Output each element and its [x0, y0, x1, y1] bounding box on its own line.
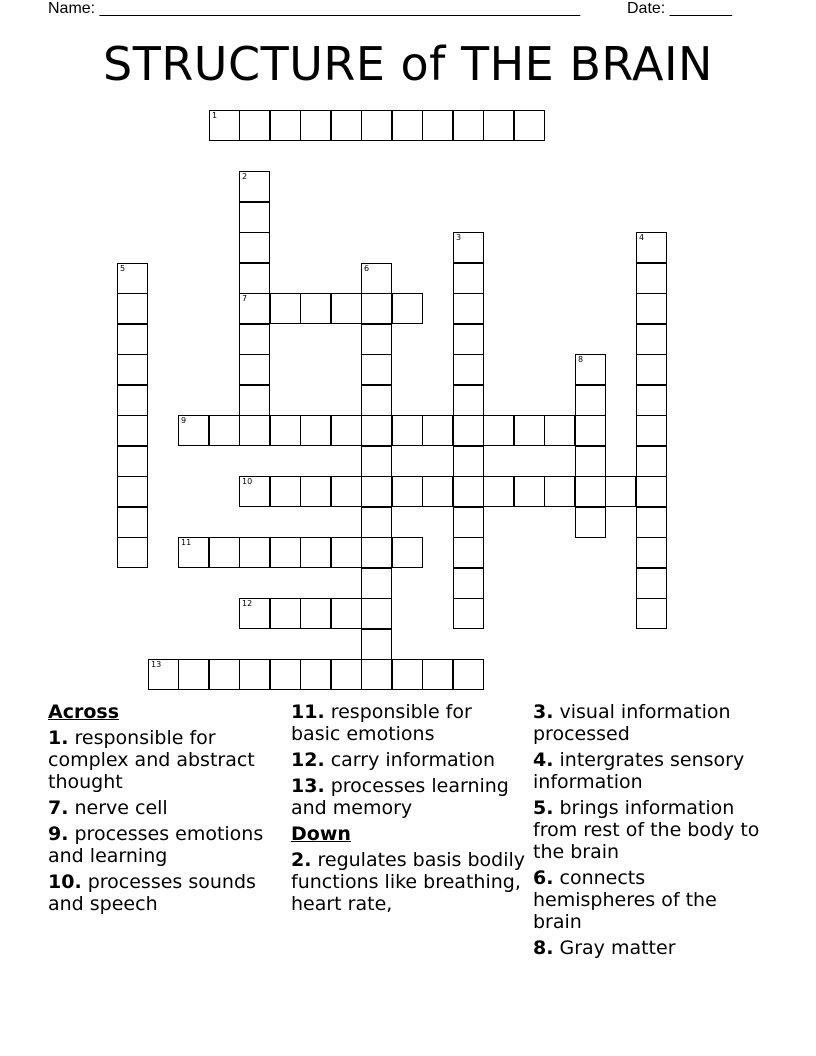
- grid-cell[interactable]: [636, 476, 667, 507]
- grid-cell[interactable]: [453, 263, 484, 294]
- grid-cell[interactable]: [331, 476, 362, 507]
- clue-across-11: 11. responsible for basic emotions: [291, 701, 472, 745]
- clue-number: 1: [212, 111, 218, 120]
- grid-cell[interactable]: [270, 110, 301, 141]
- grid-cell[interactable]: [392, 293, 423, 324]
- grid-cell[interactable]: [392, 537, 423, 568]
- grid-cell[interactable]: [239, 293, 270, 324]
- grid-cell[interactable]: [453, 293, 484, 324]
- grid-cell[interactable]: [483, 476, 514, 507]
- clue-down-2: 2. regulates basis bodily functions like breathing, heart rate,: [291, 849, 526, 915]
- grid-cell[interactable]: [361, 629, 392, 660]
- clue-number: 10: [242, 477, 253, 486]
- clue-number: 12: [242, 599, 253, 608]
- name-field-label: Name: ______________________________________________________: [48, 0, 581, 17]
- grid-cell[interactable]: [453, 232, 484, 263]
- grid-cell[interactable]: [361, 385, 392, 416]
- grid-cell[interactable]: [636, 293, 667, 324]
- grid-cell[interactable]: [239, 385, 270, 416]
- grid-cell[interactable]: [392, 476, 423, 507]
- grid-cell[interactable]: [270, 537, 301, 568]
- grid-cell[interactable]: [117, 446, 148, 477]
- grid-cell[interactable]: [514, 476, 545, 507]
- grid-cell[interactable]: [636, 324, 667, 355]
- grid-cell[interactable]: [453, 110, 484, 141]
- grid-cell[interactable]: [453, 415, 484, 446]
- grid-cell[interactable]: [575, 385, 606, 416]
- grid-cell[interactable]: [361, 263, 392, 294]
- down-heading: Down: [291, 823, 351, 845]
- clue-across-10: 10. processes sounds and speech: [48, 871, 256, 915]
- clue-number: 11: [181, 538, 192, 547]
- clue-number: 9: [181, 416, 187, 425]
- grid-cell[interactable]: [575, 446, 606, 477]
- grid-cell[interactable]: [300, 476, 331, 507]
- clue-down-8: 8. Gray matter: [533, 937, 676, 959]
- grid-cell[interactable]: [575, 476, 606, 507]
- grid-cell[interactable]: [178, 415, 209, 446]
- grid-cell[interactable]: [209, 659, 240, 690]
- grid-cell[interactable]: [575, 415, 606, 446]
- clue-down-6: 6. connects hemispheres of the brain: [533, 867, 717, 933]
- clue-down-4: 4. intergrates sensory information: [533, 749, 745, 793]
- grid-cell[interactable]: [361, 110, 392, 141]
- grid-cell[interactable]: [453, 446, 484, 477]
- grid-cell[interactable]: [361, 446, 392, 477]
- grid-cell[interactable]: [514, 415, 545, 446]
- clue-across-12: 12. carry information: [291, 749, 496, 771]
- clue-number: 7: [242, 294, 248, 303]
- grid-cell[interactable]: [239, 171, 270, 202]
- grid-cell[interactable]: [636, 507, 667, 538]
- grid-cell[interactable]: [117, 324, 148, 355]
- grid-cell[interactable]: [453, 507, 484, 538]
- grid-cell[interactable]: [300, 110, 331, 141]
- grid-cell[interactable]: [331, 415, 362, 446]
- grid-cell[interactable]: [361, 598, 392, 629]
- grid-cell[interactable]: [361, 324, 392, 355]
- grid-cell[interactable]: [239, 263, 270, 294]
- grid-cell[interactable]: [636, 354, 667, 385]
- clue-number: 6: [364, 264, 370, 273]
- grid-cell[interactable]: [636, 415, 667, 446]
- grid-cell[interactable]: [453, 659, 484, 690]
- grid-cell[interactable]: [117, 415, 148, 446]
- clue-across-1: 1. responsible for complex and abstract thought: [48, 727, 255, 793]
- grid-cell[interactable]: [270, 659, 301, 690]
- clue-number: 5: [120, 264, 126, 273]
- grid-cell[interactable]: [331, 293, 362, 324]
- clue-number: 8: [578, 355, 584, 364]
- grid-cell[interactable]: [300, 293, 331, 324]
- grid-cell[interactable]: [453, 354, 484, 385]
- grid-cell[interactable]: [575, 354, 606, 385]
- grid-cell[interactable]: [392, 110, 423, 141]
- grid-cell[interactable]: [544, 415, 575, 446]
- grid-cell[interactable]: [392, 415, 423, 446]
- grid-cell[interactable]: [453, 537, 484, 568]
- grid-cell[interactable]: [331, 659, 362, 690]
- grid-cell[interactable]: [270, 476, 301, 507]
- grid-cell[interactable]: [117, 507, 148, 538]
- grid-cell[interactable]: [331, 110, 362, 141]
- grid-cell[interactable]: [422, 476, 453, 507]
- clue-number: 4: [639, 233, 645, 242]
- grid-cell[interactable]: [239, 598, 270, 629]
- grid-cell[interactable]: [636, 232, 667, 263]
- grid-cell[interactable]: [453, 476, 484, 507]
- date-field-label: Date: _______: [627, 0, 732, 17]
- grid-cell[interactable]: [239, 324, 270, 355]
- grid-cell[interactable]: [300, 415, 331, 446]
- grid-cell[interactable]: [636, 446, 667, 477]
- clue-number: 13: [151, 660, 162, 669]
- grid-cell[interactable]: [117, 293, 148, 324]
- grid-cell[interactable]: [178, 537, 209, 568]
- grid-cell[interactable]: [483, 415, 514, 446]
- grid-cell[interactable]: [117, 476, 148, 507]
- grid-cell[interactable]: [361, 293, 392, 324]
- grid-cell[interactable]: [361, 507, 392, 538]
- grid-cell[interactable]: [453, 598, 484, 629]
- grid-cell[interactable]: [361, 568, 392, 599]
- grid-cell[interactable]: [544, 476, 575, 507]
- grid-cell[interactable]: [239, 202, 270, 233]
- grid-cell[interactable]: [453, 385, 484, 416]
- grid-cell[interactable]: [270, 293, 301, 324]
- grid-cell[interactable]: [361, 415, 392, 446]
- clue-number: 3: [456, 233, 462, 242]
- clue-number: 2: [242, 172, 248, 181]
- page-title: STRUCTURE of THE BRAIN: [103, 37, 713, 91]
- grid-cell[interactable]: [636, 385, 667, 416]
- grid-cell[interactable]: [239, 110, 270, 141]
- grid-cell[interactable]: [636, 568, 667, 599]
- grid-cell[interactable]: [483, 110, 514, 141]
- grid-cell[interactable]: [361, 354, 392, 385]
- grid-cell[interactable]: [422, 415, 453, 446]
- grid-cell[interactable]: [453, 324, 484, 355]
- grid-cell[interactable]: [361, 659, 392, 690]
- grid-cell[interactable]: [239, 354, 270, 385]
- clue-across-9: 9. processes emotions and learning: [48, 823, 264, 867]
- grid-cell[interactable]: [239, 537, 270, 568]
- grid-cell[interactable]: [117, 354, 148, 385]
- grid-cell[interactable]: [392, 659, 423, 690]
- grid-cell[interactable]: [636, 537, 667, 568]
- clue-column-2: [291, 701, 526, 919]
- grid-cell[interactable]: [117, 385, 148, 416]
- grid-cell[interactable]: [331, 537, 362, 568]
- grid-cell[interactable]: [422, 659, 453, 690]
- grid-cell[interactable]: [239, 476, 270, 507]
- grid-cell[interactable]: [178, 659, 209, 690]
- grid-cell[interactable]: [331, 598, 362, 629]
- grid-cell[interactable]: [239, 415, 270, 446]
- clue-across-13: 13. processes learning and memory: [291, 775, 509, 819]
- clue-across-7: 7. nerve cell: [48, 797, 168, 819]
- grid-cell[interactable]: [422, 110, 453, 141]
- grid-cell[interactable]: [239, 232, 270, 263]
- grid-cell[interactable]: [605, 476, 636, 507]
- grid-cell[interactable]: [239, 659, 270, 690]
- grid-cell[interactable]: [209, 415, 240, 446]
- grid-cell[interactable]: [361, 537, 392, 568]
- grid-cell[interactable]: [300, 537, 331, 568]
- grid-cell[interactable]: [270, 598, 301, 629]
- grid-cell[interactable]: [270, 415, 301, 446]
- clue-column-1: [48, 701, 283, 919]
- grid-cell[interactable]: [575, 507, 606, 538]
- grid-cell[interactable]: [117, 263, 148, 294]
- clue-down-5: 5. brings information from rest of the body to the brain: [533, 797, 760, 863]
- grid-cell[interactable]: [117, 537, 148, 568]
- grid-cell[interactable]: [148, 659, 179, 690]
- across-heading: Across: [48, 701, 120, 723]
- grid-cell[interactable]: [300, 598, 331, 629]
- grid-cell[interactable]: [514, 110, 545, 141]
- grid-cell[interactable]: [636, 263, 667, 294]
- clue-down-3: 3. visual information processed: [533, 701, 731, 745]
- clue-column-3: [533, 701, 768, 963]
- grid-cell[interactable]: [300, 659, 331, 690]
- grid-cell[interactable]: [209, 110, 240, 141]
- grid-cell[interactable]: [209, 537, 240, 568]
- grid-cell[interactable]: [453, 568, 484, 599]
- grid-cell[interactable]: [636, 598, 667, 629]
- grid-cell[interactable]: [361, 476, 392, 507]
